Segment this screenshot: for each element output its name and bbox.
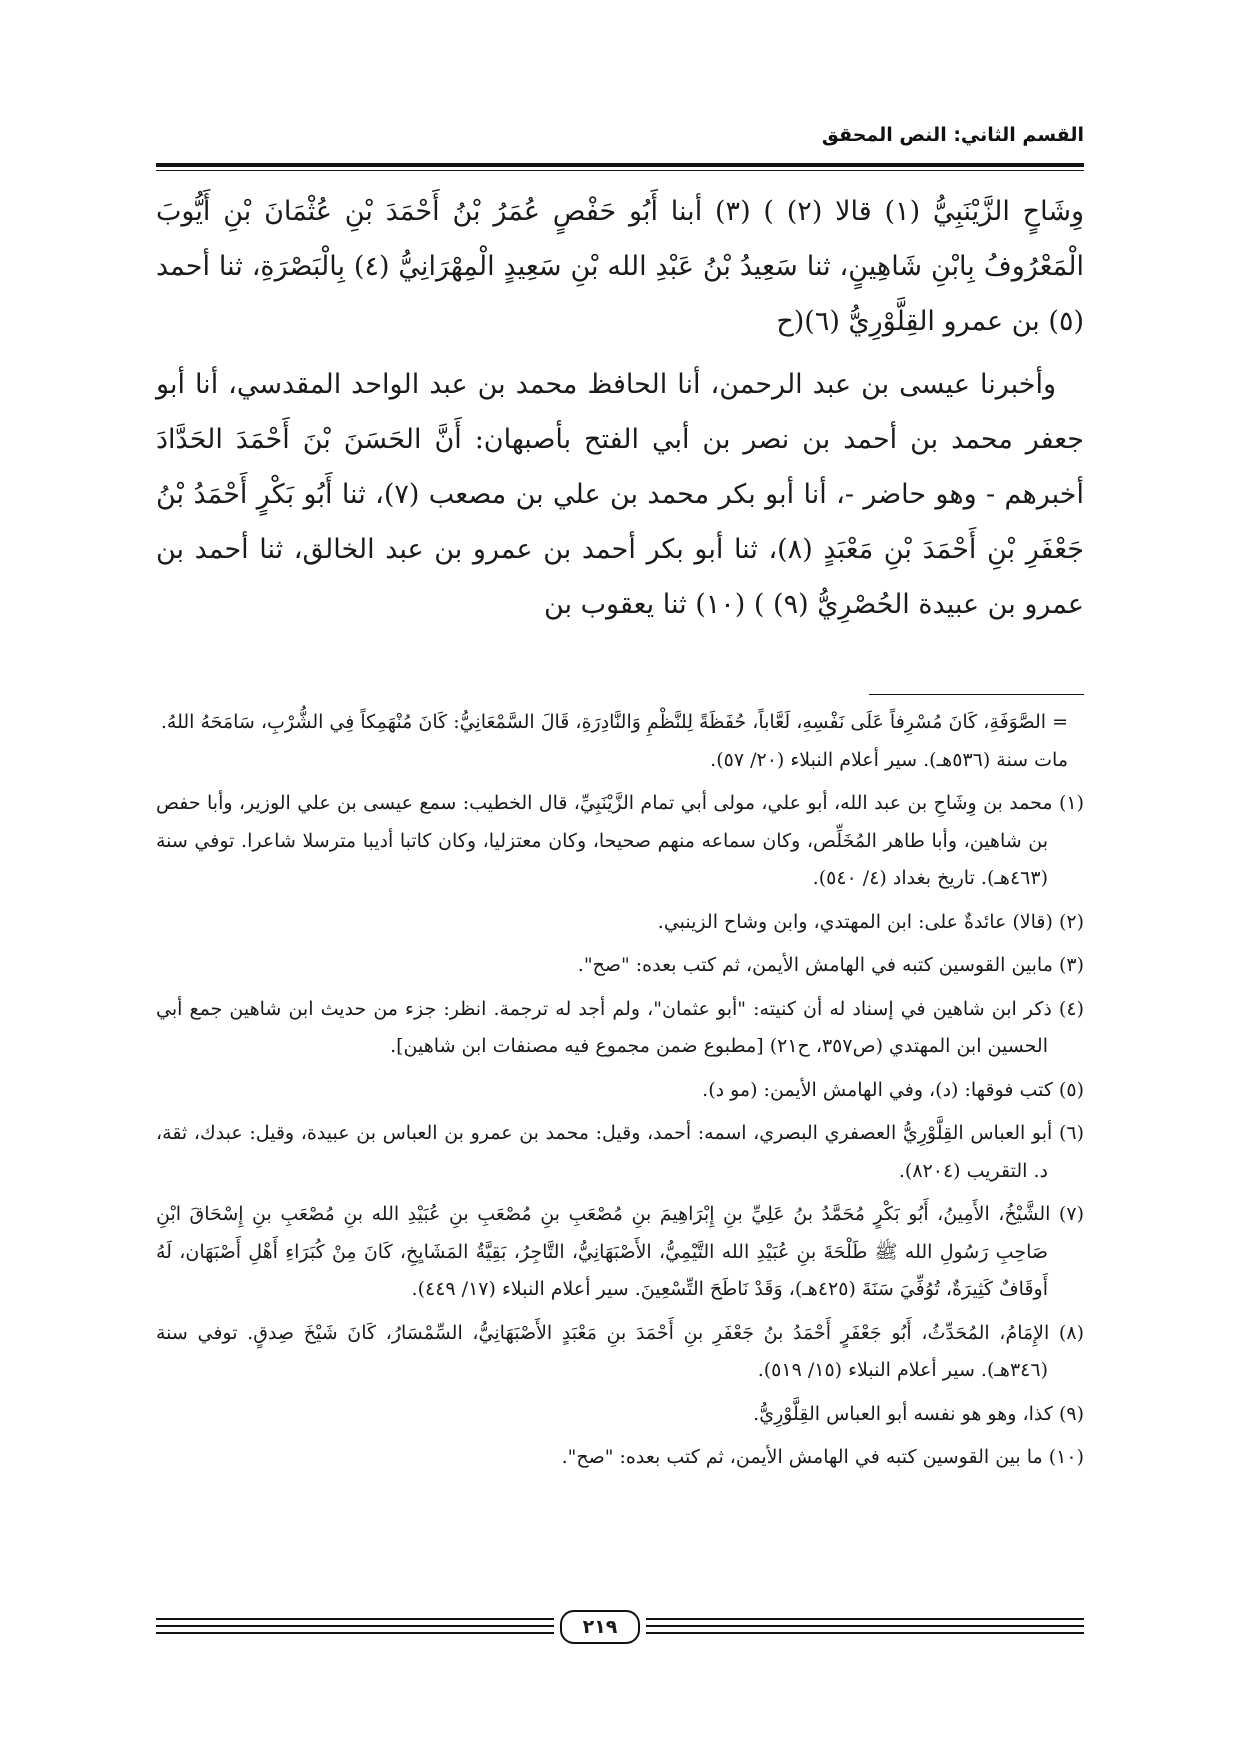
main-paragraph-2: وأخبرنا عيسى بن عبد الرحمن، أنا الحافظ محمد بن عبد الواحد المقدسي، أنا أبو جعفر محمد بن أحمد بن نصر بن أبي الفتح بأصبهان: أَنَّ الحَسَنَ بْنَ أَحْمَدَ الحَدَّادَ أخبرهم - وهو حاضر -، أنا أبو بكر محمد بن علي بن مصعب (٧)، ثنا أَبُو بَكْرٍ أَحْمَدُ بْنُ جَعْفَرِ بْنِ أَحْمَدَ بْنِ مَعْبَدٍ (٨)، ثنا أبو بكر أحمد بن عمرو بن عبد الخالق، ثنا أحمد بن عمرو بن عبيدة الحُصْرِيُّ (٩) ) (١٠) ثنا يعقوب بن [156,369,1084,620]
footer-rule-right-1 [646,1618,1084,1620]
footnote-4: (٤) ذكر ابن شاهين في إسناد له أن كنيته: "أبو عثمان"، ولم أجد له ترجمة. انظر: جزء من حديث ابن شاهين جمع أبي الحسين ابن المهتدي (ص٣٥٧، ح٢١) [مطبوع ضمن مجموع فيه مصنفات ابن شاهين]. [156,997,1084,1057]
footnote-continuation-line-2: مات سنة (٥٣٦هـ). سير أعلام النبلاء (٢٠/ ٥٧). [710,748,1068,771]
footnote-8: (٨) الإِمَامُ، المُحَدِّثُ، أَبُو جَعْفَرٍ أَحْمَدُ بنُ جَعْفَرِ بنِ أَحْمَدَ بنِ مَعْبَدٍ الأَصْبَهَانِيُّ، السِّمْسَارُ، كَانَ شَيْخَ صِدقٍ. توفي سنة (٣٤٦هـ). سير أعلام النبلاء (١٥/ ٥١٩). [156,1321,1084,1381]
footnote-3: (٣) مابين القوسين كتبه في الهامش الأيمن، ثم كتب بعده: "صح". [577,954,1084,976]
footnote-continuation-line-1: = الصَّوَفَةِ، كَانَ مُسْرِفاً عَلَى نَفْسِهِ، لَعَّاباً، حُفَظَةً لِلنَّظْمِ وَالنَّادِرَةِ، قَالَ السَّمْعَانِيُّ: كَانَ مُنْهَمِكاً فِي الشُّرْبِ، سَامَحَهُ اللهُ. [160,711,1068,733]
footnote-1: (١) محمد بن وِشَاحِ بن عبد الله، أبو علي، مولى أبي تمام الزَّيْنَبِيِّ، قال الخطيب: سمع عيسى بن علي الوزير، وأبا حفص بن شاهين، وأبا طاهر المُخَلِّص، وكان سماعه منهم صحيحا، وكان معتزليا، وكان كاتبا أديبا مترسلا شاعرا. توفي سنة (٤٦٣هـ). تاريخ بغداد (٤/ ٥٤٠). [156,792,1084,889]
footer-rule-left-2 [156,1625,554,1627]
header-rule-thick [156,163,1084,167]
footnote-2: (٢) (قالا) عائدةٌ على: ابن المهتدي، وابن وشاح الزينبي. [657,910,1084,933]
header-title: القسم الثاني: النص المحقق [821,124,1084,146]
main-text [156,184,1084,640]
main-paragraph-1: وِشَاحٍ الزَّيْنَبِيُّ (١) قالا (٢) ) (٣) أبنا أَبُو حَفْصٍ عُمَرُ بْنُ أَحْمَدَ بْنِ عُثْمَانَ بْنِ أَيُّوبَ الْمَعْرُوفُ بِابْنِ شَاهِينٍ، ثنا سَعِيدُ بْنُ عَبْدِ الله بْنِ سَعِيدٍ الْمِهْرَانِيُّ (٤) بِالْبَصْرَةِ، ثنا أحمد (٥) بن عمرو القِلَّوْرِيُّ (٦)(ح [156,196,1084,337]
footnote-separator [869,694,1084,695]
footnote-6: (٦) أبو العباس القِلَّوْرِيُّ العصفري البصري، اسمه: أحمد، وقيل: محمد بن عمرو بن العباس بن عبيدة، وقيل: عبدك، ثقة، د. التقريب (٨٢٠٤). [156,1122,1084,1182]
header-rule-thin [156,170,1084,171]
footer-rule-right-2 [646,1625,1084,1627]
footer-rule-left-3 [156,1632,554,1634]
footnote-7: (٧) الشَّيْخُ، الأَمِينُ، أَبُو بَكْرٍ مُحَمَّدُ بنُ عَلِيِّ بنِ إِبْرَاهِيمَ بنِ مُصْعَبِ بنِ مُصْعَبِ بنِ عُبَيْدِ الله بنِ مُصْعَبِ بنِ إِسْحَاقَ ابْنِ صَاحِبِ رَسُولِ الله ﷺ طَلْحَةَ بنِ عُبَيْدِ الله التَّيْمِيُّ، الأَصْبَهَانِيُّ، التَّاجِرُ، بَقِيَّةُ المَشَايِخِ، كَانَ مِنْ كُبَرَاءِ أَهْلِ أَصْبَهَان، لَهُ أَوقَافٌ كَثِيرَةٌ، تُوُفِّيَ سَنَةَ (٤٢٥هـ)، وَقَدْ نَاطَحَ التِّسْعِينَ. سير أعلام النبلاء (١٧/ ٤٤٩). [156,1203,1084,1300]
page-number: ٢١٩ [560,1610,640,1644]
running-header [156,124,1084,156]
footnote-10: (١٠) ما بين القوسين كتبه في الهامش الأيمن، ثم كتب بعده: "صح". [561,1446,1084,1468]
footnote-5: (٥) كتب فوقها: (د)، وفي الهامش الأيمن: (مو د). [702,1078,1084,1101]
footer-rule-right-3 [646,1632,1084,1634]
footer-rule-left-1 [156,1618,554,1620]
footnote-9: (٩) كذا، وهو هو نفسه أبو العباس القِلَّوْرِيُّ. [753,1402,1084,1425]
footnotes [156,704,1084,1483]
